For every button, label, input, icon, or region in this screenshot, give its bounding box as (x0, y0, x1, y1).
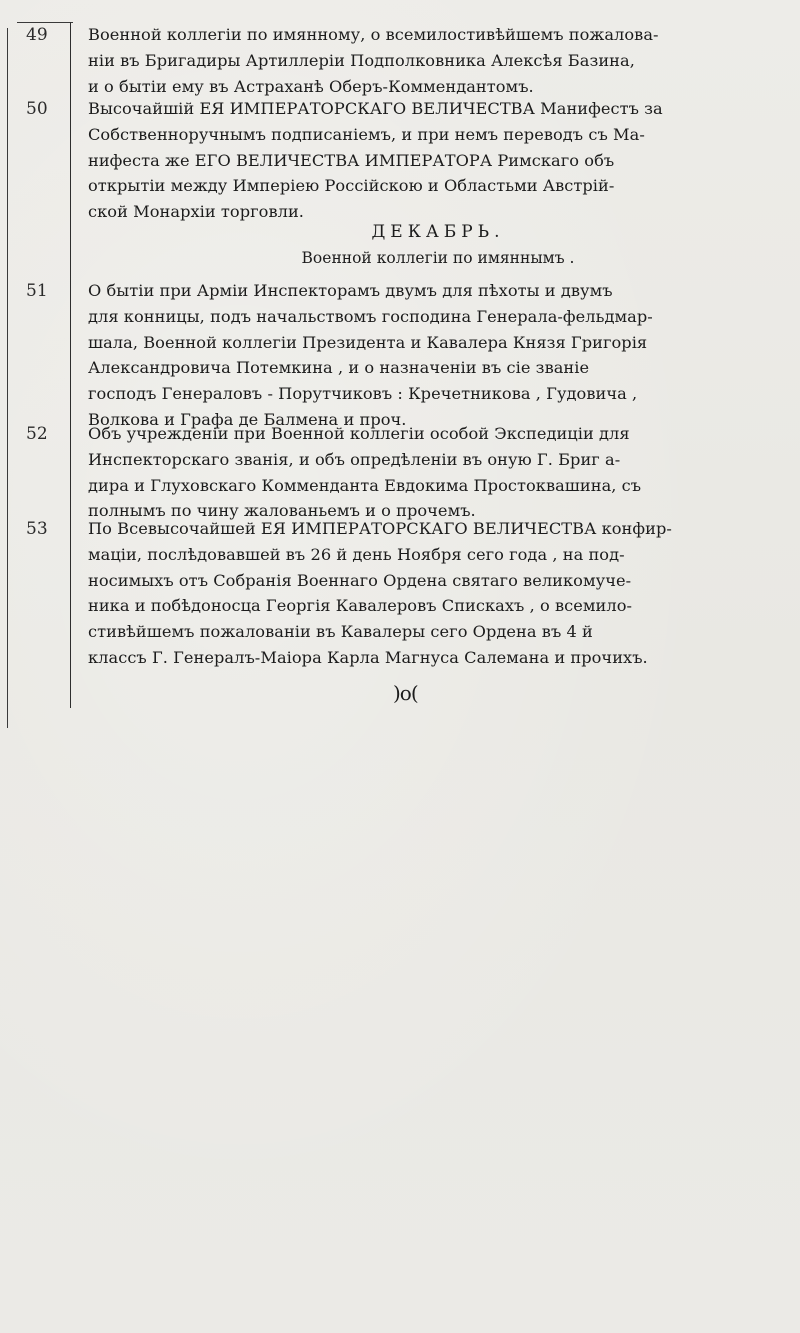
text-line: Инспекторскаго званія, и объ опредѣленіи въ оную Г. Бриг а- (88, 449, 621, 469)
text-line: дира и Глуховскаго Комменданта Евдокима Простоквашина, съ (88, 475, 642, 495)
text-line: ской Монархіи торговли. (88, 202, 304, 222)
page-end-ornament: )o( (393, 681, 418, 705)
text-line: и о бытіи ему въ Астраханѣ Оберъ-Коммендантомъ. (88, 76, 534, 96)
text-line: Высочайшій ЕЯ ИМПЕРАТОРСКАГО ВЕЛИЧЕСТВА Манифестъ за (88, 99, 663, 118)
entry-text (88, 278, 788, 433)
text-line: полнымъ по чину жалованьемъ и о прочемъ. (88, 501, 476, 521)
section-subheading: Военной коллегіи по имяннымъ . (301, 249, 575, 267)
text-line: для конницы, подъ начальствомъ господина Генерала-фельдмар- (88, 306, 653, 326)
text-line: стивѣйшемъ пожалованіи въ Кавалеры сего Ордена въ 4 й (88, 622, 593, 642)
entry-number: 53 (26, 519, 48, 539)
text-line: классъ Г. Генералъ-Маіора Карла Магнуса Салемана и прочихъ. (88, 647, 648, 667)
entry-number: 49 (26, 25, 48, 45)
section-heading: ДЕКАБРЬ. (371, 222, 505, 242)
text-line: Собственноручнымъ подписаніемъ, и при немъ переводъ съ Ма- (88, 124, 645, 144)
text-line: носимыхъ отъ Собранія Военнаго Ордена святаго великомуче- (88, 570, 632, 590)
entry-text (88, 516, 788, 671)
entry-text (88, 22, 788, 99)
text-line: ника и побѣдоносца Георгія Кавалеровъ Спискахъ , о всемило- (88, 596, 633, 616)
text-line: шала, Военной коллегіи Президента и Кавалера Князя Григорія (88, 332, 648, 352)
number-column-rule (70, 22, 71, 708)
text-line: Объ учрежденіи при Военной коллегіи особой Экспедиціи для (88, 424, 630, 443)
entry-number: 50 (26, 99, 48, 119)
text-line: Александровича Потемкина , и о назначеніи въ сіе званіе (88, 358, 590, 378)
text-line: маціи, послѣдовавшей въ 26 й день Ноября сего года , на под- (88, 544, 625, 564)
entry-text (88, 421, 788, 524)
text-line: Военной коллегіи по имянному, о всемилостивѣйшемъ пожалова- (88, 25, 659, 44)
text-line: открытіи между Имперіею Россійскою и Областьми Австрій- (88, 176, 615, 196)
entry-number: 51 (26, 281, 48, 301)
entry-text (88, 96, 788, 225)
text-line: Волкова и Графа де Балмена и проч. (88, 409, 407, 429)
entry-number: 52 (26, 424, 48, 444)
text-line: господъ Генераловъ - Порутчиковъ : Кречетникова , Гудовича , (88, 384, 638, 404)
left-margin-rule (7, 28, 8, 728)
text-line: нифеста же ЕГО ВЕЛИЧЕСТВА ИМПЕРАТОРА Римскаго объ (88, 150, 615, 170)
text-line: О бытіи при Арміи Инспекторамъ двумъ для пѣхоты и двумъ (88, 281, 613, 300)
text-line: По Всевысочайшей ЕЯ ИМПЕРАТОРСКАГО ВЕЛИЧЕСТВА конфир- (88, 519, 672, 538)
text-line: ніи въ Бригадиры Артиллеріи Подполковника Алексѣя Базина, (88, 50, 635, 70)
